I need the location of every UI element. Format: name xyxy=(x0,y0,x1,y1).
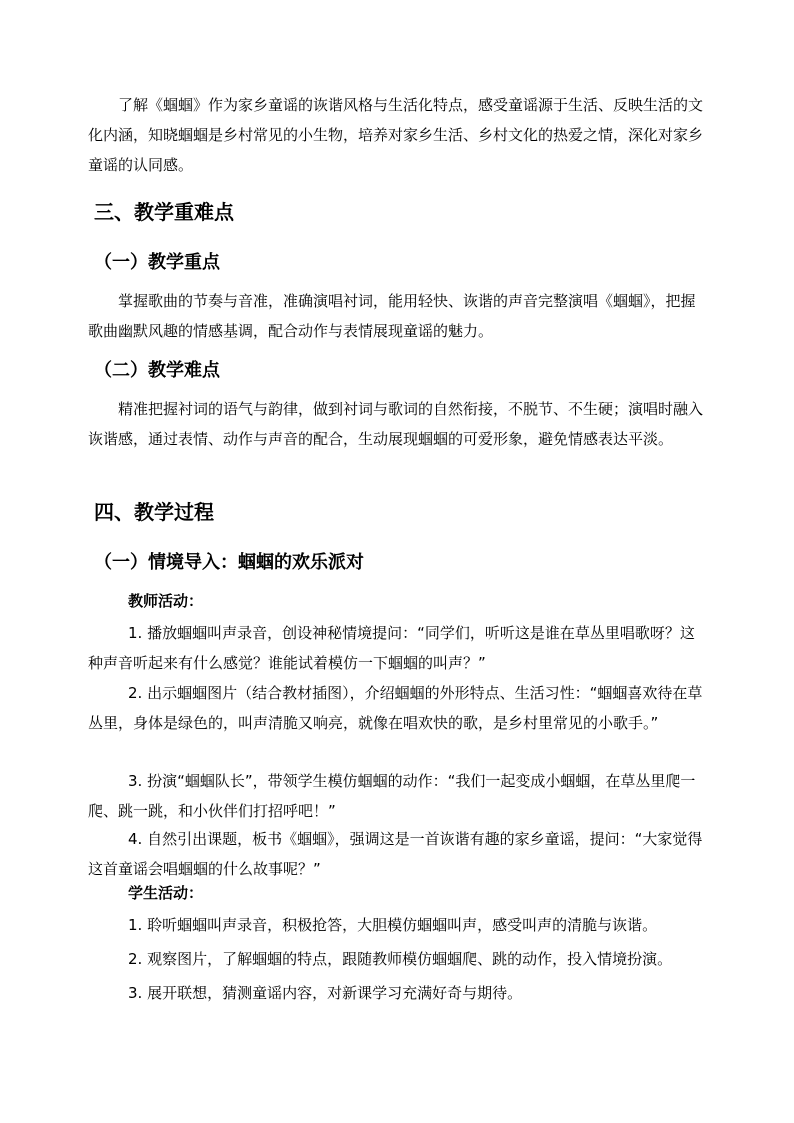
student-item: 2. 观察图片，了解蝈蝈的特点，跟随教师模仿蝈蝈爬、跳的动作，投入情境扮演。 xyxy=(128,950,673,968)
teacher-item: 2. 出示蝈蝈图片（结合教材插图），介绍蝈蝈的外形特点、生活习性：“蝈蝈喜欢待在草丛里，身体是绿色的，叫声清脆又响亮，就像在唱欢快的歌，是乡村里常见的小歌手。” xyxy=(88,684,703,732)
difficulties-text: 精准把握衬词的语气与韵律，做到衬词与歌词的自然衔接，不脱节、不生硬；演唱时融入诙谐感，通过表情、动作与声音的配合，生动展现蝈蝈的可爱形象，避免情感表达平淡。 xyxy=(88,400,704,448)
student-item: 1. 聆听蝈蝈叫声录音，积极抢答，大胆模仿蝈蝈叫声，感受叫声的清脆与诙谐。 xyxy=(128,916,658,934)
section-3-heading: 三、教学重难点 xyxy=(94,200,234,224)
teacher-item: 4. 自然引出课题，板书《蝈蝈》，强调这是一首诙谐有趣的家乡童谣，提问：“大家觉得这首童谣会唱蝈蝈的什么故事呢？” xyxy=(88,830,703,878)
teacher-activity-label: 教师活动： xyxy=(128,592,204,610)
teacher-item: 1. 播放蝈蝈叫声录音，创设神秘情境提问：“同学们，听听这是谁在草丛里唱歌呀？这种声音听起来有什么感觉？谁能试着模仿一下蝈蝈的叫声？” xyxy=(88,624,695,672)
key-points-heading: （一）教学重点 xyxy=(94,252,220,273)
intro-paragraph: 了解《蝈蝈》作为家乡童谣的诙谐风格与生活化特点，感受童谣源于生活、反映生活的文化内涵，知晓蝈蝈是乡村常见的小生物，培养对家乡生活、乡村文化的热爱之情，深化对家乡童谣的认同感。 xyxy=(88,96,704,174)
key-points-text: 掌握歌曲的节奏与音准，准确演唱衬词，能用轻快、诙谐的声音完整演唱《蝈蝈》，把握歌曲幽默风趣的情感基调，配合动作与表情展现童谣的魅力。 xyxy=(88,292,696,340)
intro-activity-heading: （一）情境导入：蝈蝈的欢乐派对 xyxy=(94,552,364,573)
section-4-heading: 四、教学过程 xyxy=(94,500,214,524)
teacher-item: 3. 扮演“蝈蝈队长”，带领学生模仿蝈蝈的动作：“我们一起变成小蝈蝈，在草丛里爬一爬、跳一跳，和小伙伴们打招呼吧！” xyxy=(88,772,696,820)
student-item: 3. 展开联想，猜测童谣内容，对新课学习充满好奇与期待。 xyxy=(128,984,523,1002)
student-activity-label: 学生活动： xyxy=(128,884,204,902)
difficulties-heading: （二）教学难点 xyxy=(94,360,220,381)
